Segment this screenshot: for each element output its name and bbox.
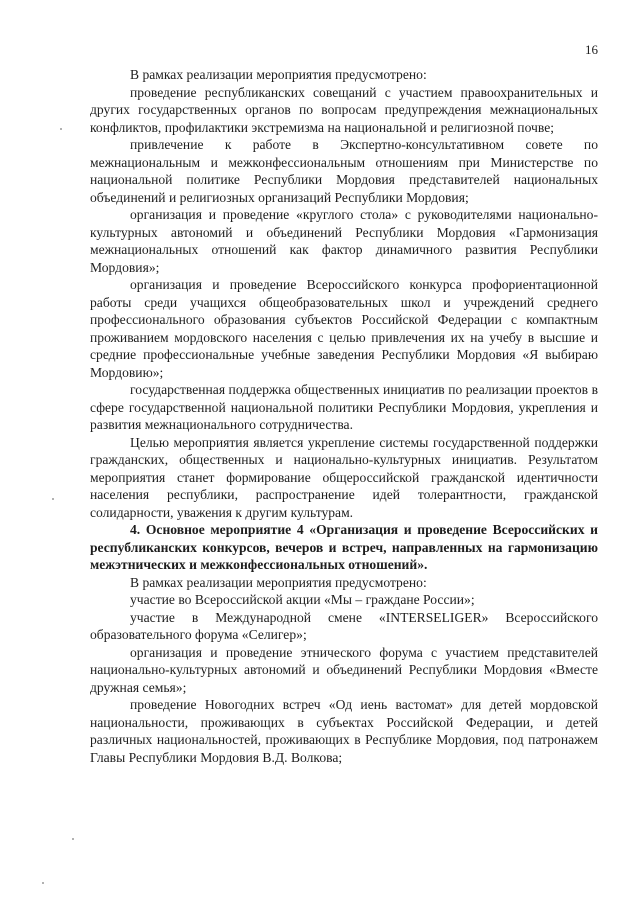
scan-speck [52, 498, 54, 500]
paragraph-item-action: участие во Всероссийской акции «Мы – граждане России»; [130, 592, 475, 607]
scan-speck [60, 128, 62, 130]
page-number: 16 [585, 42, 598, 57]
paragraph-intro: В рамках реализации мероприятия предусмотрено: [130, 67, 427, 82]
scan-speck [72, 838, 74, 840]
paragraph-item-expert-council: привлечение к работе в Экспертно-консультативном совете по межнациональным и межконфессиональным отношениям при Министерстве по национальной политике Республики Мордовия представителей национальных объединений и религиозных организаций Республики Мордовия; [90, 137, 598, 205]
document-body [90, 66, 598, 766]
paragraph-item-forum: организация и проведение этнического форума с участием представителей национально-культурных автономий и объединений Республики Мордовия «Вместе дружная семья»; [90, 644, 598, 695]
paragraph-item-round-table: организация и проведение «круглого стола» с руководителями национально-культурных автономий и объединений Республики Мордовия «Гармонизация межнациональных отношений как фактор динамичного развития Республики Мордовия»; [90, 207, 598, 275]
scan-speck [42, 882, 44, 884]
paragraph-intro-2: В рамках реализации мероприятия предусмотрено: [130, 574, 427, 590]
paragraph-item-meetings: проведение республиканских совещаний с участием правоохранительных и других государственных органов по вопросам предупреждения межнациональных конфликтов, профилактики экстремизма на национальной и религиозной почве; [90, 84, 598, 135]
paragraph-item-seliger: участие в Международной смене «INTERSELIGER» Всероссийского образовательного форума «Селигер»; [90, 609, 598, 642]
paragraph-goal: Целью мероприятия является укрепление системы государственной поддержки гражданских, общественных и национально-культурных инициатив. Результатом мероприятия станет формирование общероссийской гражданской идентичности населения республики, распространение идей толерантности, гражданской солидарности, уважения к другим культурам. [90, 434, 598, 520]
paragraph-item-contest: организация и проведение Всероссийского конкурса профориентационной работы среди учащихся общеобразовательных школ и учреждений среднего профессионального образования субъектов Российской Федерации с компактным проживанием мордовского населения с целью привлечения их на учебу в высшие и средние профессиональные учебные заведения Республики Мордовия «Я выбираю Мордовию»; [90, 277, 598, 380]
paragraph-item-state-support: государственная поддержка общественных инициатив по реализации проектов в сфере государственной национальной политики Республики Мордовия, укрепления и развития межнационального сотрудничества. [90, 382, 598, 432]
section-heading: 4. Основное мероприятие 4 «Организация и проведение Всероссийских и республиканских конкурсов, вечеров и встреч, направленных на гармонизацию межэтнических и межконфессиональных отношений». [90, 522, 598, 572]
paragraph-item-new-year: проведение Новогодних встреч «Од иень вастомат» для детей мордовской национальности, проживающих в субъектах Российской Федерации, и детей различных национальностей, проживающих в Республике Мордовия, под патронажем Главы Республики Мордовия В.Д. Волкова; [90, 697, 598, 765]
